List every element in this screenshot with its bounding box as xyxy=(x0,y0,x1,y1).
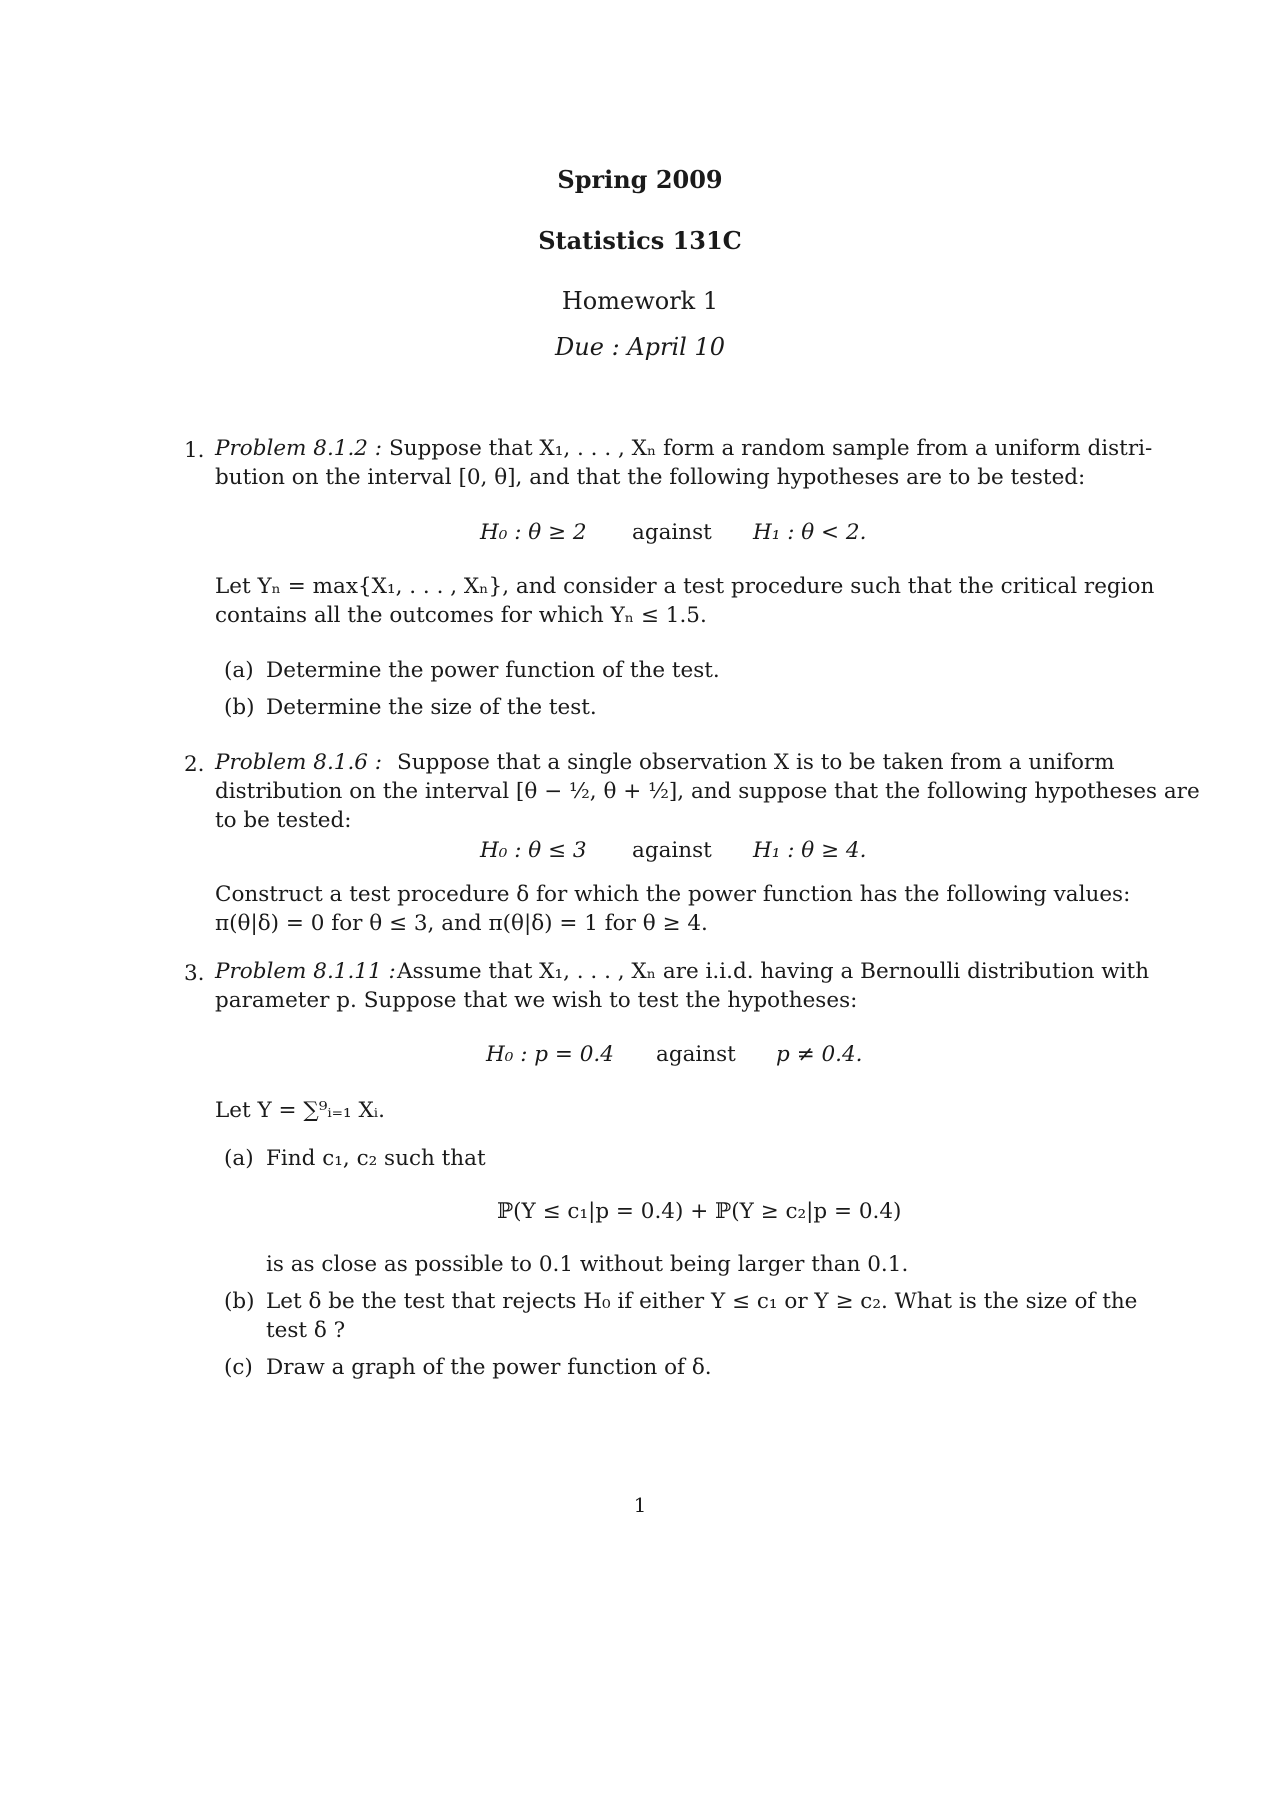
problem-text: Construct a test procedure δ for which the power function has the following values: xyxy=(215,882,1131,907)
part-label: (c) xyxy=(224,1355,253,1380)
part-text: Determine the size of the test. xyxy=(266,695,597,720)
against-word: against xyxy=(656,1042,736,1067)
term-heading: Spring 2009 xyxy=(557,165,723,194)
part-text: Draw a graph of the power function of δ. xyxy=(266,1355,712,1380)
part-label: (b) xyxy=(224,695,255,720)
alternative-hypothesis: p ≠ 0.4. xyxy=(776,1042,863,1067)
null-hypothesis: H₀ : p = 0.4 xyxy=(486,1042,614,1067)
part-label: (a) xyxy=(224,1146,254,1171)
page-number: 1 xyxy=(633,1493,647,1517)
problem-number: 1. xyxy=(184,438,205,463)
null-hypothesis: H₀ : θ ≤ 3 xyxy=(480,838,587,863)
against-word: against xyxy=(632,520,712,545)
part-text: Determine the power function of the test. xyxy=(266,658,720,683)
assignment-heading: Homework 1 xyxy=(561,287,719,315)
part-text: test δ ? xyxy=(266,1318,346,1343)
alternative-hypothesis: H₁ : θ ≥ 4. xyxy=(753,838,867,863)
sum-definition: Let Y = ∑⁹ᵢ₌₁ Xᵢ. xyxy=(215,1098,385,1123)
problem-number: 3. xyxy=(184,961,205,986)
problem-number: 2. xyxy=(184,752,205,777)
due-date: Due : April 10 xyxy=(555,333,725,361)
problem-text: π(θ|δ) = 0 for θ ≤ 3, and π(θ|δ) = 1 for θ ≥ 4. xyxy=(215,911,708,936)
problem-text: to be tested: xyxy=(215,808,352,833)
problem-text: bution on the interval [0, θ], and that the following hypotheses are to be tested: xyxy=(215,465,1086,490)
against-word: against xyxy=(632,838,712,863)
problem-text: Suppose that a single observation X is to be taken from a uniform xyxy=(397,750,1115,775)
null-hypothesis: H₀ : θ ≥ 2 xyxy=(480,520,587,545)
probability-formula: ℙ(Y ≤ c₁|p = 0.4) + ℙ(Y ≥ c₂|p = 0.4) xyxy=(497,1199,902,1224)
problem-text: parameter p. Suppose that we wish to test the hypotheses: xyxy=(215,988,858,1013)
problem-text: distribution on the interval [θ − ½, θ + ½], and suppose that the following hypotheses are xyxy=(215,779,1200,804)
part-text: Let δ be the test that rejects H₀ if either Y ≤ c₁ or Y ≥ c₂. What is the size of the xyxy=(266,1289,1138,1314)
problem-label: Problem 8.1.11 : xyxy=(215,959,396,984)
part-label: (a) xyxy=(224,658,254,683)
course-heading: Statistics 131C xyxy=(538,226,742,255)
part-label: (b) xyxy=(224,1289,255,1314)
problem-label: Problem 8.1.6 : xyxy=(215,750,383,775)
problem-text: Suppose that X₁, . . . , Xₙ form a random sample from a uniform distri- xyxy=(389,436,1153,461)
alternative-hypothesis: H₁ : θ < 2. xyxy=(753,520,867,545)
problem-text: contains all the outcomes for which Yₙ ≤ 1.5. xyxy=(215,603,707,628)
problem-text: Let Yₙ = max{X₁, . . . , Xₙ}, and consider a test procedure such that the critical region xyxy=(215,574,1155,599)
problem-text: Assume that X₁, . . . , Xₙ are i.i.d. having a Bernoulli distribution with xyxy=(397,959,1150,984)
part-text: is as close as possible to 0.1 without being larger than 0.1. xyxy=(266,1252,909,1277)
part-text: Find c₁, c₂ such that xyxy=(266,1146,486,1171)
problem-label: Problem 8.1.2 : xyxy=(215,436,383,461)
